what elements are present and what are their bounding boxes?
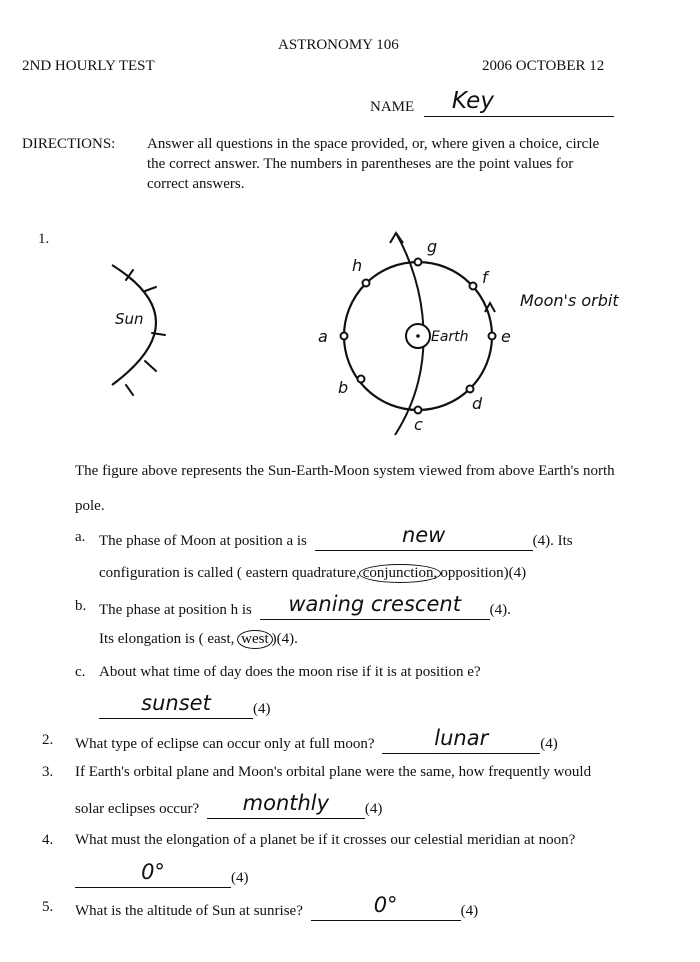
label-d: d <box>472 394 483 413</box>
sun-label: Sun <box>115 310 144 328</box>
q1a-option-opposition: opposition <box>440 565 504 581</box>
q3-row <box>75 791 383 819</box>
directions-line-2: the correct answer. The numbers in parentheses are the point values for <box>147 156 574 172</box>
q5-prompt: What is the altitude of Sun at sunrise? <box>75 903 303 919</box>
directions-label: DIRECTIONS: <box>22 136 116 152</box>
q1a-config-prefix: configuration is called ( <box>99 565 242 581</box>
test-date: 2006 OCTOBER 12 <box>482 58 605 74</box>
moon-marker-b <box>358 376 365 383</box>
q4-points: (4) <box>231 870 249 886</box>
label-e: e <box>501 327 511 346</box>
label-g: g <box>427 237 438 256</box>
label-c: c <box>414 415 423 434</box>
course-title: ASTRONOMY 106 <box>278 37 399 53</box>
q2-row <box>75 726 558 754</box>
q1b-answer: waning crescent <box>288 592 461 616</box>
q1a-answer: new <box>401 523 446 547</box>
q4-answer: 0° <box>141 860 165 884</box>
moon-marker-h <box>363 280 370 287</box>
sun-rays <box>126 270 165 395</box>
earth-label: Earth <box>431 329 469 345</box>
moon-marker-d <box>467 386 474 393</box>
q1a-answer-field <box>315 523 533 551</box>
q3-answer: monthly <box>242 791 330 815</box>
q1b-elongation-row <box>99 630 298 649</box>
label-a: a <box>318 327 328 346</box>
q5-number: 5. <box>42 899 54 915</box>
label-b: b <box>338 378 349 397</box>
orbit-direction-arrow <box>485 303 495 312</box>
q1b-elongation-prefix: Its elongation is ( east, <box>99 631 235 647</box>
q1b-points: (4). <box>489 602 511 618</box>
directions-line-3: correct answers. <box>147 176 245 192</box>
q1-caption-line-1: The figure above represents the Sun-Earth-Moon system viewed from above Earth's north <box>75 463 615 479</box>
q2-points: (4) <box>540 736 558 752</box>
q2-answer-field <box>382 726 540 754</box>
q1c-points: (4) <box>253 701 271 717</box>
q5-answer-field <box>311 893 461 921</box>
q1a-row <box>99 523 573 551</box>
q1a-letter: a. <box>75 529 86 545</box>
meridian-arrow <box>390 233 403 243</box>
test-name: 2ND HOURLY TEST <box>22 58 155 74</box>
q1-caption-line-2: pole. <box>75 498 105 514</box>
q1b-letter: b. <box>75 598 87 614</box>
name-field <box>424 88 614 117</box>
q2-prompt: What type of eclipse can occur only at full moon? <box>75 736 375 752</box>
sun-earth-moon-figure <box>0 225 700 440</box>
q5-row <box>75 893 479 921</box>
q1c-letter: c. <box>75 664 86 680</box>
q4-answer-row <box>75 860 249 888</box>
q3-prompt-line-1: If Earth's orbital plane and Moon's orbital plane were the same, how frequently would <box>75 764 592 780</box>
q1b-prompt: The phase at position h is <box>99 602 252 618</box>
q1b-answer-field <box>260 592 490 620</box>
name-row <box>370 88 614 117</box>
label-h: h <box>352 256 363 275</box>
q1c-answer-field <box>99 691 253 719</box>
q4-prompt: What must the elongation of a planet be if it crosses our celestial meridian at noon? <box>75 832 576 848</box>
q1b-option-west-circled: west <box>237 630 273 649</box>
q5-points: (4) <box>460 903 479 919</box>
q4-answer-field <box>75 860 231 888</box>
moon-marker-g <box>415 259 422 266</box>
moon-marker-f <box>470 283 477 290</box>
q1b-row <box>99 592 511 620</box>
name-value: Key <box>451 88 494 114</box>
q1c-answer: sunset <box>141 691 211 715</box>
q1c-answer-row <box>99 691 271 719</box>
q4-number: 4. <box>42 832 54 848</box>
q1a-config-row <box>99 564 526 583</box>
moon-marker-e <box>489 333 496 340</box>
q1a-option-eastern-quadrature: eastern quadrature, <box>245 565 360 581</box>
q2-answer: lunar <box>434 726 489 750</box>
name-label: NAME <box>370 99 415 115</box>
q3-answer-field <box>207 791 365 819</box>
q1a-prompt: The phase of Moon at position a is <box>99 533 307 549</box>
moons-orbit-label: Moon's orbit <box>520 291 619 310</box>
q3-number: 3. <box>42 764 54 780</box>
q1a-config-suffix: )(4) <box>503 565 527 581</box>
q3-prompt-line-2: solar eclipses occur? <box>75 801 200 817</box>
earth-pole-dot <box>416 334 420 338</box>
q3-points: (4) <box>364 801 383 817</box>
q2-number: 2. <box>42 732 54 748</box>
q5-answer: 0° <box>373 893 398 917</box>
moon-marker-c <box>415 407 422 414</box>
label-f: f <box>482 268 488 287</box>
moon-marker-a <box>341 333 348 340</box>
q1b-elongation-suffix: )(4). <box>271 631 298 647</box>
q1c-prompt: About what time of day does the moon rise if it is at position e? <box>99 664 481 680</box>
q1-number: 1. <box>38 231 50 247</box>
q1a-option-conjunction-circled: conjunction, <box>359 564 442 583</box>
directions-line-1: Answer all questions in the space provided, or, where given a choice, circle <box>147 136 600 152</box>
q1a-points: (4). Its <box>532 533 573 549</box>
